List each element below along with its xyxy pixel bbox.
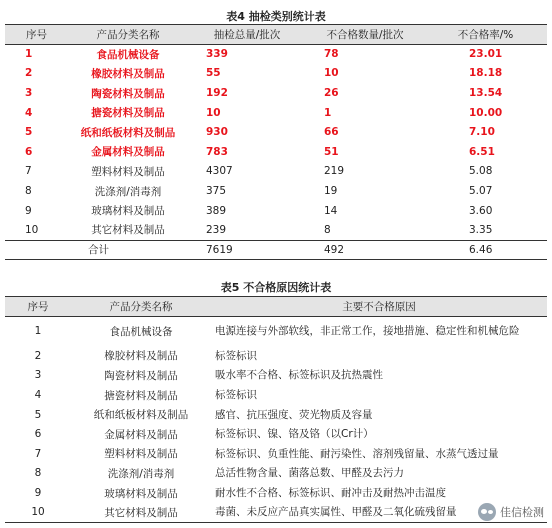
row-number: 6 — [34, 428, 42, 441]
row-number: 5 — [34, 408, 42, 421]
table-row — [5, 316, 547, 346]
table-row — [5, 122, 547, 142]
row-number — [5, 240, 68, 260]
table-row — [5, 142, 547, 162]
total-batches: 10 — [206, 106, 221, 119]
failed-batches: 66 — [324, 126, 339, 139]
col-header-product: 产品分类名称 — [71, 297, 211, 317]
col-header-reason: 主要不合格原因 — [211, 297, 547, 317]
failure-rate: 10.00 — [469, 106, 503, 119]
failure-reason: 毒菌、未反应产品真实属性、甲醛及二氧化硫残留量 — [215, 506, 457, 519]
failure-rate: 6.46 — [424, 240, 547, 260]
table-row — [5, 483, 547, 503]
row-number: 8 — [34, 467, 42, 480]
total-batches: 192 — [206, 87, 228, 100]
failure-reason: 吸水率不合格、标签标识及抗热震性 — [215, 369, 383, 382]
table-row — [5, 464, 547, 484]
failure-reason: 感官、抗压强度、荧光物质及容量 — [215, 408, 373, 421]
failure-reason: 标签标识 — [215, 349, 257, 362]
table-row — [5, 385, 547, 405]
col-header-no: 序号 — [5, 25, 68, 45]
failure-reason: 总活性物含量、菌落总数、甲醛及去污力 — [215, 467, 404, 480]
total-batches: 55 — [206, 67, 221, 80]
failure-reason-table — [5, 296, 547, 523]
total-batches: 389 — [206, 204, 227, 217]
failure-rate: 18.18 — [469, 67, 503, 80]
failure-reason: 标签标识、负重性能、耐污染性、溶剂残留量、水蒸气透过量 — [215, 447, 499, 460]
table-row — [5, 83, 547, 103]
product-name: 橡胶材料及制品 — [91, 67, 165, 80]
failed-batches: 26 — [324, 87, 339, 100]
row-number: 8 — [25, 185, 32, 198]
failure-rate: 7.10 — [469, 126, 495, 139]
failure-reason: 耐水性不合格、标签标识、耐冲击及耐热冲击温度 — [215, 487, 446, 500]
failure-rate: 5.08 — [469, 165, 493, 178]
table-row — [5, 444, 547, 464]
product-name: 其它材料及制品 — [91, 224, 165, 237]
row-number: 10 — [25, 223, 39, 236]
table-row — [5, 64, 547, 84]
product-name: 洗涤剂/消毒剂 — [94, 185, 162, 198]
product-name: 玻璃材料及制品 — [104, 487, 178, 500]
col-header-total: 抽检总量/批次 — [188, 25, 306, 45]
wechat-icon — [478, 503, 496, 521]
failed-batches: 8 — [324, 223, 331, 236]
failed-batches: 14 — [324, 204, 338, 217]
total-batches: 930 — [206, 126, 228, 139]
row-number: 5 — [25, 126, 33, 139]
product-name: 洗涤剂/消毒剂 — [107, 467, 175, 480]
failure-reason: 标签标识、镍、铬及铬（以Cr计） — [215, 428, 374, 441]
product-name: 纸和纸板材料及制品 — [80, 126, 176, 139]
row-number: 7 — [25, 165, 32, 178]
failure-rate: 13.54 — [469, 87, 503, 100]
total-row — [5, 240, 547, 260]
col-header-product: 产品分类名称 — [68, 25, 188, 45]
row-number: 9 — [34, 487, 42, 500]
failed-batches: 51 — [324, 145, 339, 158]
table-row — [5, 503, 547, 523]
row-number: 7 — [34, 447, 42, 460]
total-batches: 339 — [206, 48, 228, 61]
table-row — [5, 201, 547, 221]
watermark — [478, 503, 544, 521]
failure-rate: 3.35 — [469, 223, 493, 236]
table-row — [5, 405, 547, 425]
product-name: 食品机械设备 — [96, 48, 160, 61]
product-name: 玻璃材料及制品 — [91, 205, 165, 218]
failed-batches: 492 — [306, 240, 424, 260]
failure-reason: 电源连接与外部软线，非正常工作，接地措施、稳定性和机械危险 — [215, 325, 520, 338]
failure-rate: 23.01 — [469, 48, 503, 61]
row-number: 1 — [25, 48, 33, 61]
row-number: 1 — [34, 325, 42, 338]
row-number: 2 — [34, 349, 42, 362]
total-batches: 4307 — [206, 165, 233, 178]
product-name: 搪瓷材料及制品 — [104, 389, 178, 402]
table-row — [5, 220, 547, 240]
table-row — [5, 162, 547, 182]
row-number: 10 — [31, 506, 45, 519]
product-name: 其它材料及制品 — [104, 506, 178, 519]
row-number: 4 — [25, 106, 33, 119]
failure-rate: 6.51 — [469, 145, 495, 158]
row-number: 6 — [25, 145, 33, 158]
product-name: 金属材料及制品 — [104, 428, 178, 441]
product-name: 塑料材料及制品 — [104, 448, 178, 461]
table-row — [5, 366, 547, 386]
row-number: 3 — [34, 369, 42, 382]
col-header-failed: 不合格数量/批次 — [306, 25, 424, 45]
col-header-rate: 不合格率/% — [424, 25, 547, 45]
product-name: 陶瓷材料及制品 — [104, 369, 178, 382]
product-name: 陶瓷材料及制品 — [91, 87, 165, 100]
total-label: 合计 — [68, 240, 188, 260]
table-row — [5, 44, 547, 64]
table-row — [5, 346, 547, 366]
table-row — [5, 103, 547, 123]
failed-batches: 10 — [324, 67, 339, 80]
col-header-no: 序号 — [5, 297, 71, 317]
total-batches: 7619 — [188, 240, 306, 260]
product-name: 纸和纸板材料及制品 — [93, 409, 189, 422]
total-batches: 239 — [206, 223, 227, 236]
product-name: 搪瓷材料及制品 — [91, 107, 165, 120]
total-batches: 375 — [206, 185, 227, 198]
failure-rate: 3.60 — [469, 204, 493, 217]
product-name: 食品机械设备 — [109, 325, 173, 338]
table-row — [5, 181, 547, 201]
failed-batches: 19 — [324, 185, 338, 198]
inspection-category-table — [5, 24, 547, 260]
product-name: 金属材料及制品 — [91, 146, 165, 159]
watermark-text: 佳信检测 — [500, 506, 544, 519]
table-row — [5, 424, 547, 444]
product-name: 塑料材料及制品 — [91, 165, 165, 178]
failed-batches: 1 — [324, 106, 332, 119]
total-batches: 783 — [206, 145, 228, 158]
failure-reason: 标签标识 — [215, 389, 257, 402]
row-number: 2 — [25, 67, 33, 80]
table5-caption: 表5 不合格原因统计表 — [220, 281, 332, 294]
product-name: 橡胶材料及制品 — [104, 350, 178, 363]
table4-caption: 表4 抽检类别统计表 — [226, 10, 326, 23]
row-number: 9 — [25, 204, 32, 217]
failed-batches: 219 — [324, 165, 345, 178]
row-number: 3 — [25, 87, 33, 100]
row-number: 4 — [34, 389, 42, 402]
failed-batches: 78 — [324, 48, 339, 61]
failure-rate: 5.07 — [469, 185, 493, 198]
